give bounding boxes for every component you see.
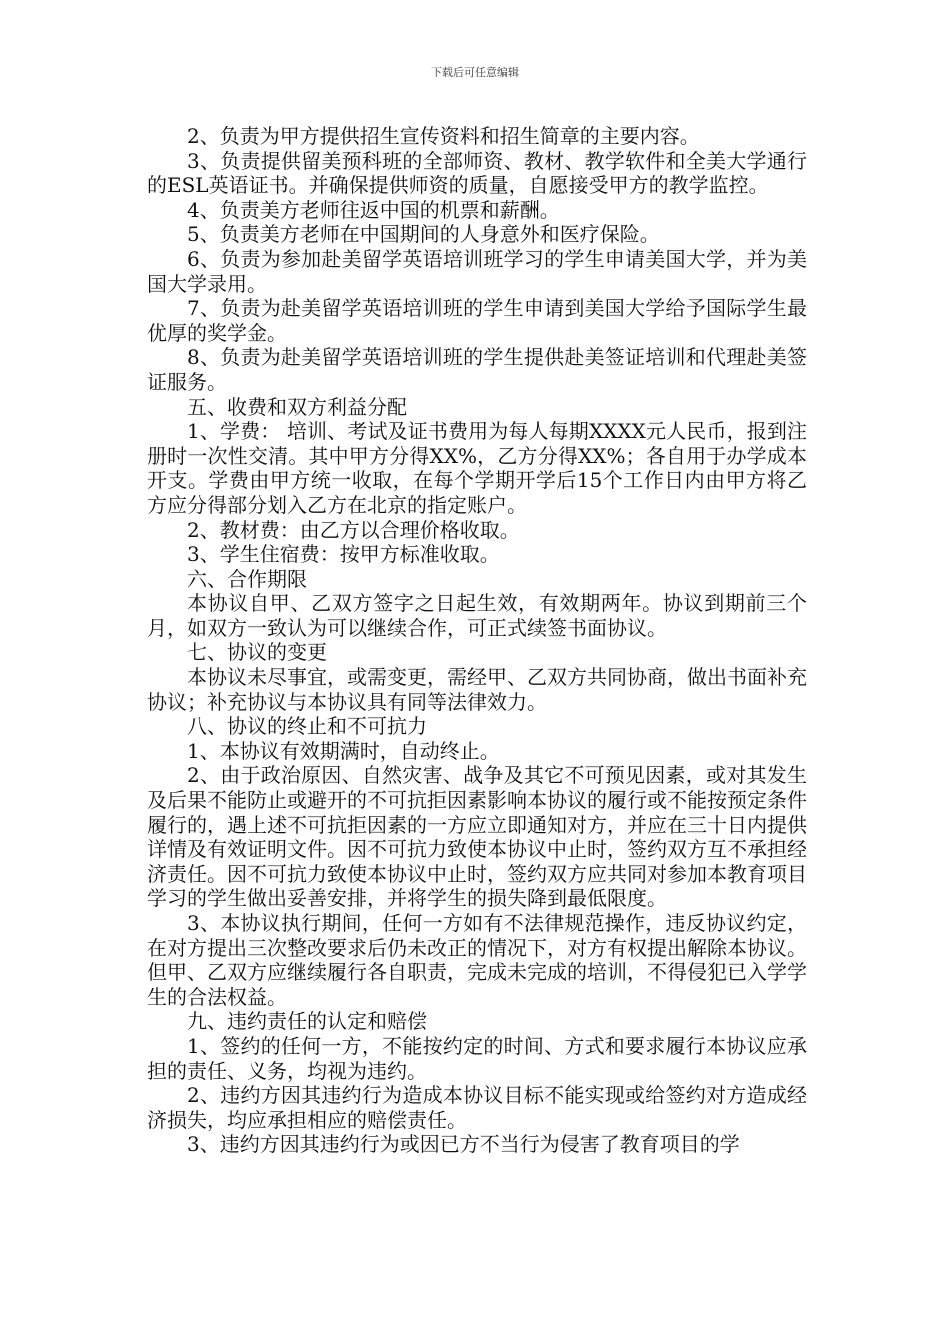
clause-paragraph: 2、违约方因其违约行为造成本协议目标不能实现或给签约对方造成经济损失，均应承担相应的赔偿责任。 [147, 1083, 807, 1132]
section-heading: 八、协议的终止和不可抗力 [187, 714, 427, 739]
section-heading: 九、违约责任的认定和赔偿 [187, 1009, 427, 1034]
section-heading: 七、协议的变更 [187, 640, 327, 665]
clause-paragraph: 4、负责美方老师往返中国的机票和薪酬。 [187, 197, 560, 222]
clause-paragraph: 3、学生住宿费：按甲方标准收取。 [187, 542, 500, 567]
section-heading: 六、合作期限 [187, 566, 307, 591]
clause-paragraph: 1、签约的任何一方，不能按约定的时间、方式和要求履行本协议应承担的责任、义务，均视为违约。 [147, 1033, 807, 1083]
clause-paragraph: 3、违约方因其违约行为或因已方不当行为侵害了教育项目的学 [187, 1132, 740, 1157]
clause-paragraph: 1、本协议有效期满时，自动终止。 [187, 738, 500, 763]
clause-paragraph: 6、负责为参加赴美留学英语培训班学习的学生申请美国大学，并为美国大学录用。 [147, 246, 807, 296]
clause-paragraph: 3、本协议执行期间，任何一方如有不法律规范操作，违反协议约定，在对方提出三次整改要求后仍未改正的情况下，对方有权提出解除本协议。但甲、乙双方应继续履行各自职责，完成未完成的培训，不得侵犯已入学学生的合法权益。 [147, 911, 807, 1009]
document-body [147, 124, 807, 1157]
clause-paragraph: 2、由于政治原因、自然灾害、战争及其它不可预见因素，或对其发生及后果不能防止或避开的不可抗拒因素影响本协议的履行或不能按预定条件履行的，遇上述不可抗拒因素的一方应立即通知对方，并应在三十日内提供详情及有效证明文件。因不可抗力致使本协议中止时，签约双方互不承担经济责任。因不可抗力致使本协议中止时，签约双方应共同对参加本教育项目学习的学生做出妥善安排，并将学生的损失降到最低限度。 [147, 763, 807, 911]
clause-paragraph: 7、负责为赴美留学英语培训班的学生申请到美国大学给予国际学生最优厚的奖学金。 [147, 296, 807, 345]
clause-paragraph: 2、负责为甲方提供招生宣传资料和招生简章的主要内容。 [187, 124, 700, 148]
clause-paragraph: 8、负责为赴美留学英语培训班的学生提供赴美签证培训和代理赴美签证服务。 [147, 345, 807, 394]
page-header: 下载后可任意编辑 [431, 66, 519, 79]
clause-paragraph: 2、教材费：由乙方以合理价格收取。 [187, 517, 520, 542]
clause-paragraph: 1、学费： 培训、考试及证书费用为每人每期XXXX元人民币，报到注册时一次性交清。其中甲方分得XX%，乙方分得XX%；各自用于办学成本开支。学费由甲方统一收取，在每个学期开学后15个工作日内由甲方将乙方应分得部分划入乙方在北京的指定账户。 [147, 419, 807, 517]
clause-paragraph: 本协议自甲、乙双方签字之日起生效，有效期两年。协议到期前三个月，如双方一致认为可以继续合作，可正式续签书面协议。 [147, 591, 807, 640]
clause-paragraph: 本协议未尽事宜，或需变更，需经甲、乙双方共同协商，做出书面补充协议；补充协议与本协议具有同等法律效力。 [147, 665, 807, 714]
section-heading: 五、收费和双方利益分配 [187, 394, 407, 419]
clause-paragraph: 5、负责美方老师在中国期间的人身意外和医疗保险。 [187, 222, 660, 247]
clause-paragraph: 3、负责提供留美预科班的全部师资、教材、教学软件和全美大学通行的ESL英语证书。并确保提供师资的质量，自愿接受甲方的教学监控。 [147, 148, 807, 198]
